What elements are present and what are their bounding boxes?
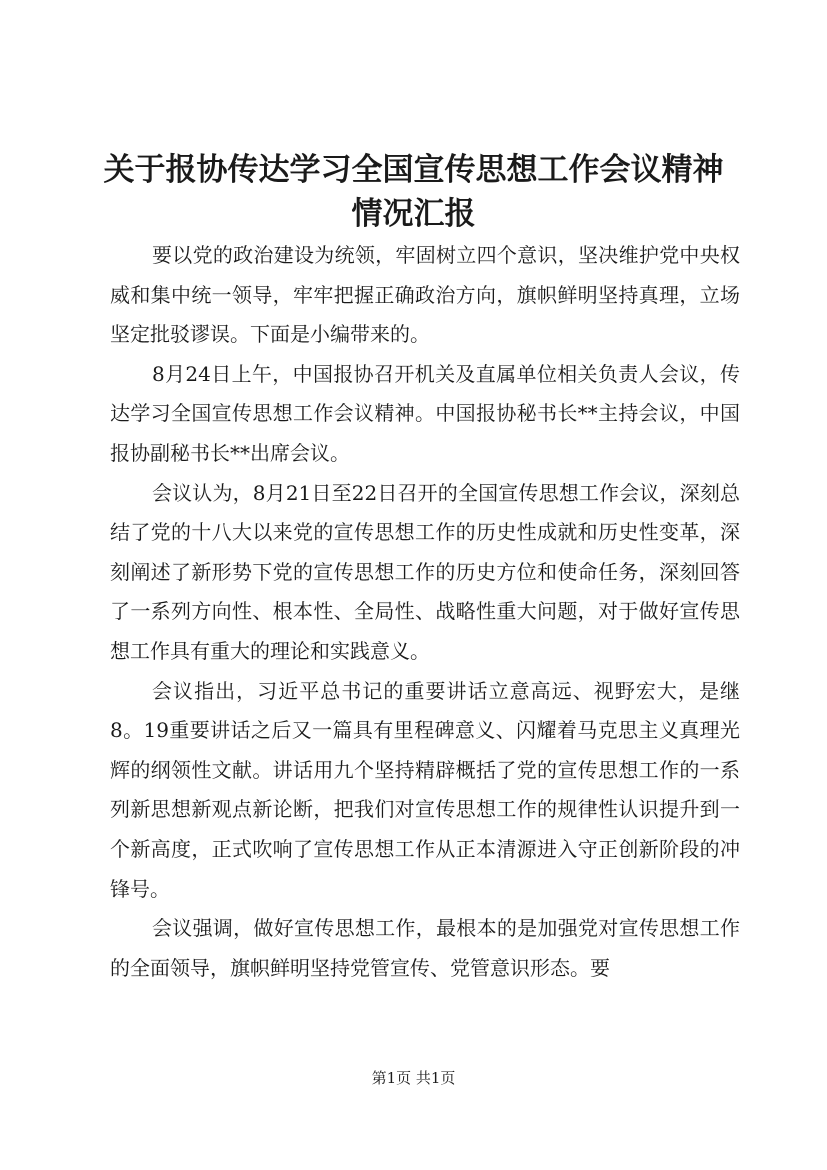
paragraph-intro: 要以党的政治建设为统领，牢固树立四个意识，坚决维护党中央权威和集中统一领导，牢牢把握正确政治方向，旗帜鲜明坚持真理，立场坚定批驳谬误。下面是小编带来的。 [110, 243, 740, 347]
paragraph-meeting: 8月24日上午，中国报协召开机关及直属单位相关负责人会议，传达学习全国宣传思想工作会议精神。中国报协秘书长**主持会议，中国报协副秘书长**出席会议。 [110, 361, 740, 465]
document-title [80, 148, 747, 236]
document-body [110, 236, 740, 988]
paragraph-speech: 会议指出，习近平总书记的重要讲话立意高远、视野宏大，是继8。19重要讲话之后又一篇具有里程碑意义、闪耀着马克思主义真理光辉的纲领性文献。讲话用九个坚持精辟概括了党的宣传思想工作的一系列新思想新观点新论断，把我们对宣传思想工作的规律性认识提升到一个新高度，正式吹响了宣传思想工作从正本清源进入守正创新阶段的冲锋号。 [110, 678, 740, 901]
title-line-1: 关于报协传达学习全国宣传思想工作会议精神 [103, 152, 724, 188]
page-footer: 第1页 共1页 [371, 1069, 456, 1087]
paragraph-conclusion: 会议认为，8月21日至22日召开的全国宣传思想工作会议，深刻总结了党的十八大以来党的宣传思想工作的历史性成就和历史性变革，深刻阐述了新形势下党的宣传思想工作的历史方位和使命任务，深刻回答了一系列方向性、根本性、全局性、战略性重大问题，对于做好宣传思想工作具有重大的理论和实践意义。 [110, 480, 740, 663]
paragraph-emphasis: 会议强调，做好宣传思想工作，最根本的是加强党对宣传思想工作的全面领导，旗帜鲜明坚持党管宣传、党管意识形态。要 [110, 916, 740, 980]
title-line-2: 情况汇报 [351, 196, 476, 232]
